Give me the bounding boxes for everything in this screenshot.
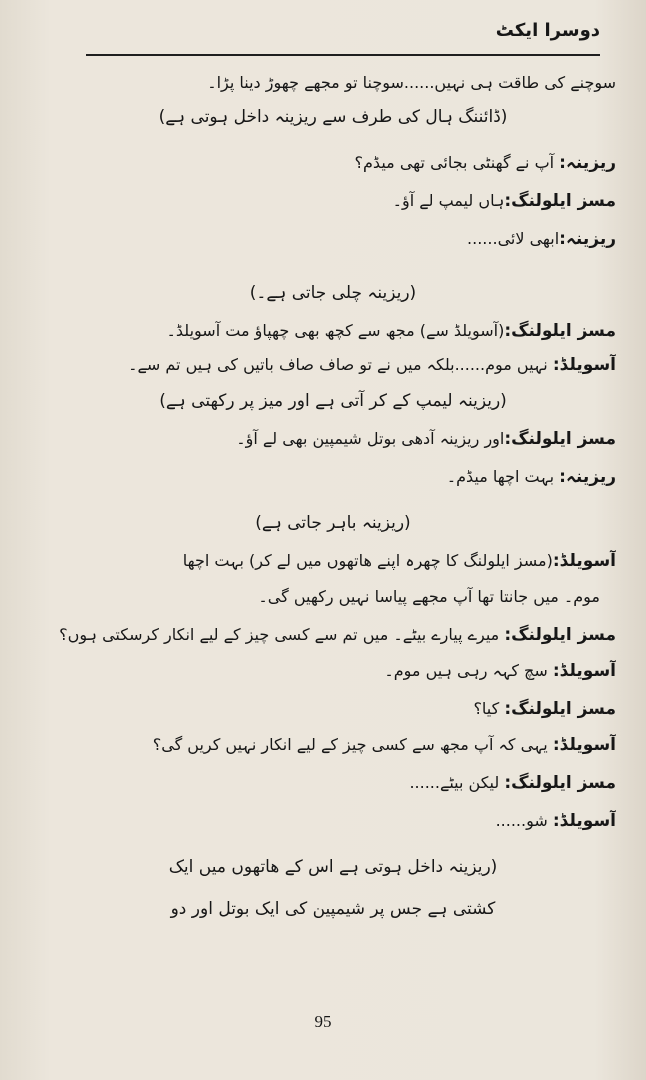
stage-direction bbox=[50, 506, 616, 540]
stage-direction bbox=[50, 100, 616, 134]
stage-direction bbox=[50, 276, 616, 310]
header-divider bbox=[86, 54, 600, 56]
dialogue-text: (مسز ایلولنگ کا چھرہ اپنے ھاتھوں میں لے کر) بہت اچھا bbox=[182, 551, 553, 570]
continuation-line bbox=[50, 580, 616, 614]
page-number: 95 bbox=[314, 1012, 332, 1031]
page-header bbox=[86, 16, 600, 56]
dialogue-line bbox=[50, 422, 616, 456]
dialogue-text: بہت اچھا میڈم۔ bbox=[446, 467, 560, 486]
speaker-name: آسویلڈ: bbox=[552, 661, 616, 681]
speaker-name: مسز ایلولنگ: bbox=[504, 429, 616, 449]
stage-direction-text: (ریزینہ داخل ہوتی ہے اس کے ھاتھوں میں ایک bbox=[168, 857, 498, 877]
speaker-name: آسویلڈ: bbox=[552, 811, 616, 831]
speaker-name: مسز ایلولنگ: bbox=[504, 191, 616, 211]
dialogue-line bbox=[50, 728, 616, 762]
dialogue-line bbox=[50, 804, 616, 838]
text-line bbox=[50, 66, 616, 100]
dialogue-text: میرے پیارے بیٹے۔ میں تم سے کسی چیز کے لیے انکار کرسکتی ہوں؟ bbox=[59, 625, 505, 644]
dialogue-line bbox=[50, 348, 616, 382]
stage-direction-text: (ریزینہ لیمپ کے کر آتی ہے اور میز پر رکھتی ہے) bbox=[159, 391, 507, 411]
stage-direction-text: (ریزینہ چلی جاتی ہے۔) bbox=[249, 283, 417, 303]
dialogue-line bbox=[50, 460, 616, 494]
speaker-name: ریزینہ: bbox=[559, 153, 616, 173]
stage-direction bbox=[50, 892, 616, 926]
speaker-name: مسز ایلولنگ: bbox=[504, 773, 616, 793]
stage-direction-text: (ریزینہ باہر جاتی ہے) bbox=[255, 513, 411, 533]
dialogue-text: ابھی لائی...... bbox=[467, 229, 560, 248]
dialogue-text: سچ کہہ رہی ہیں موم۔ bbox=[384, 661, 553, 680]
speaker-name: ریزینہ: bbox=[559, 467, 616, 487]
stage-direction bbox=[50, 850, 616, 884]
dialogue-text: کیا؟ bbox=[473, 699, 505, 718]
chapter-title: دوسرا ایکٹ bbox=[495, 20, 600, 41]
dialogue-text: لیکن بیٹے...... bbox=[409, 773, 505, 792]
speaker-name: آسویلڈ: bbox=[552, 355, 616, 375]
dialogue-line bbox=[50, 654, 616, 688]
dialogue-text: اور ریزینہ آدھی بوتل شیمپین بھی لے آؤ۔ bbox=[236, 429, 505, 448]
dialogue-text: (آسویلڈ سے) مجھ سے کچھ بھی چھپاؤ مت آسویلڈ۔ bbox=[166, 321, 505, 340]
speaker-name: آسویلڈ: bbox=[552, 735, 616, 755]
dialogue-text: ہاں لیمپ لے آؤ۔ bbox=[392, 191, 505, 210]
speaker-name: مسز ایلولنگ: bbox=[504, 625, 616, 645]
dialogue-text: نہیں موم......بلکہ میں نے تو صاف صاف باتیں کی ہیں تم سے۔ bbox=[128, 355, 553, 374]
dialogue-line bbox=[50, 314, 616, 348]
dialogue-line bbox=[50, 222, 616, 256]
dialogue-text: یہی کہ آپ مجھ سے کسی چیز کے لیے انکار نہیں کریں گی؟ bbox=[152, 735, 553, 754]
dialogue-line bbox=[50, 544, 616, 578]
dialogue-line bbox=[50, 766, 616, 800]
speaker-name: مسز ایلولنگ: bbox=[504, 321, 616, 341]
dialogue-line bbox=[50, 692, 616, 726]
line-text: سوچنے کی طاقت ہی نہیں......سوچنا تو مجھے چھوڑ دینا پڑا۔ bbox=[207, 73, 616, 92]
dialogue-text: موم۔ میں جانتا تھا آپ مجھے پیاسا نہیں رکھیں گی۔ bbox=[258, 587, 600, 606]
stage-direction-text: کشتی ہے جس پر شیمپین کی ایک بوتل اور دو bbox=[170, 899, 496, 919]
speaker-name: ریزینہ: bbox=[559, 229, 616, 249]
stage-direction-text: (ڈائننگ ہال کی طرف سے ریزینہ داخل ہوتی ہے) bbox=[158, 107, 508, 127]
speaker-name: آسویلڈ: bbox=[552, 551, 616, 571]
dialogue-text: شو...... bbox=[495, 811, 553, 830]
dialogue-text: آپ نے گھنٹی بجائی تھی میڈم؟ bbox=[354, 153, 560, 172]
speaker-name: مسز ایلولنگ: bbox=[504, 699, 616, 719]
stage-direction bbox=[50, 384, 616, 418]
dialogue-line bbox=[50, 184, 616, 218]
dialogue-line bbox=[50, 146, 616, 180]
dialogue-line bbox=[50, 618, 616, 652]
